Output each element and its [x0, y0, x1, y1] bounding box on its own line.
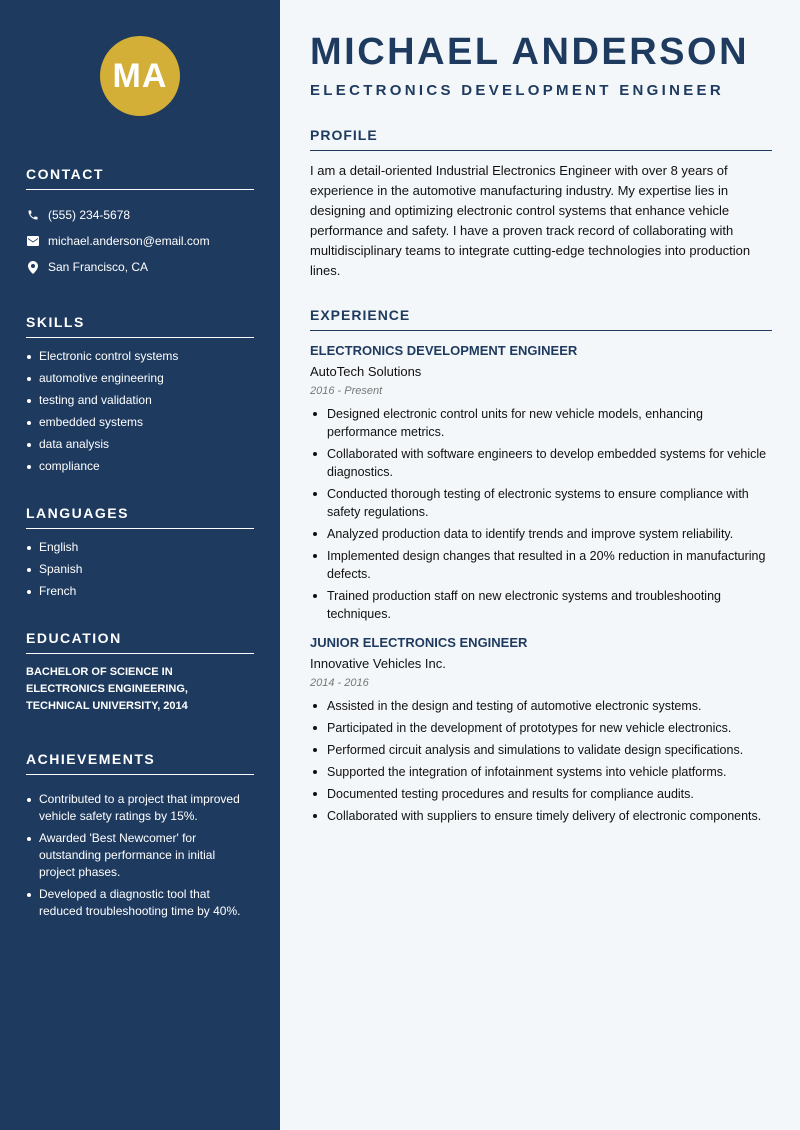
skill-item: data analysis	[26, 436, 254, 453]
job-company: AutoTech Solutions	[310, 364, 422, 379]
skill-item: compliance	[26, 458, 254, 475]
candidate-name: MICHAEL ANDERSON	[310, 31, 750, 73]
location-pin-icon	[26, 260, 40, 274]
contact-list	[26, 202, 254, 280]
profile-heading: PROFILE	[310, 127, 772, 151]
email-icon	[26, 234, 40, 248]
contact-section	[26, 166, 254, 280]
job-bullet: Conducted thorough testing of electronic systems to ensure compliance with safety regulations.	[310, 485, 772, 521]
skill-item: testing and validation	[26, 392, 254, 409]
avatar	[100, 36, 180, 116]
languages-heading: LANGUAGES	[26, 505, 254, 529]
education-text: BACHELOR OF SCIENCE IN ELECTRONICS ENGINEERING, TECHNICAL UNIVERSITY, 2014	[26, 666, 188, 712]
job-entry	[310, 635, 772, 825]
job-title: ELECTRONICS DEVELOPMENT ENGINEER	[310, 343, 578, 358]
skill-item: automotive engineering	[26, 370, 254, 387]
job-bullet: Implemented design changes that resulted in a 20% reduction in manufacturing defects.	[310, 547, 772, 583]
contact-location	[26, 254, 254, 280]
languages-list	[26, 539, 254, 600]
skills-list	[26, 348, 254, 475]
language-item: English	[26, 539, 254, 556]
experience-heading: EXPERIENCE	[310, 307, 772, 331]
job-bullets	[310, 697, 772, 825]
job-dates: 2016 - Present	[310, 385, 383, 397]
education-heading: EDUCATION	[26, 630, 254, 654]
achievement-item: Developed a diagnostic tool that reduced troubleshooting time by 40%.	[26, 886, 254, 920]
job-bullet: Performed circuit analysis and simulations to validate design specifications.	[310, 741, 772, 759]
job-bullets	[310, 405, 772, 623]
skills-heading: SKILLS	[26, 314, 254, 338]
job-entry	[310, 343, 772, 623]
skills-section	[26, 314, 254, 475]
job-title: JUNIOR ELECTRONICS ENGINEER	[310, 635, 528, 650]
location-text: San Francisco, CA	[48, 260, 149, 274]
avatar-initials: MA	[112, 56, 168, 95]
achievements-section	[26, 751, 254, 920]
education-section	[26, 630, 254, 715]
main-content	[310, 30, 772, 829]
email-text[interactable]: michael.anderson@email.com	[48, 234, 210, 248]
job-bullet: Assisted in the design and testing of automotive electronic systems.	[310, 697, 772, 715]
achievements-list	[26, 791, 254, 920]
contact-heading: CONTACT	[26, 166, 254, 190]
job-dates: 2014 - 2016	[310, 677, 369, 689]
skill-item: embedded systems	[26, 414, 254, 431]
achievement-item: Awarded 'Best Newcomer' for outstanding performance in initial project phases.	[26, 830, 254, 881]
skill-item: Electronic control systems	[26, 348, 254, 365]
achievement-item: Contributed to a project that improved vehicle safety ratings by 15%.	[26, 791, 254, 825]
achievements-heading: ACHIEVEMENTS	[26, 751, 254, 775]
job-company: Innovative Vehicles Inc.	[310, 656, 446, 671]
job-bullet: Documented testing procedures and results for compliance audits.	[310, 785, 772, 803]
phone-text[interactable]: (555) 234-5678	[48, 208, 131, 222]
language-item: Spanish	[26, 561, 254, 578]
contact-email	[26, 228, 254, 254]
job-bullet: Participated in the development of prototypes for new vehicle electronics.	[310, 719, 772, 737]
contact-phone	[26, 202, 254, 228]
profile-text: I am a detail-oriented Industrial Electronics Engineer with over 8 years of experience in the automotive manufacturing industry. My expertise lies in designing and optimizing electronic control systems that enhance vehicle performance and safety. I have a proven track record of collaborating with multidisciplinary teams to integrate cutting-edge technologies into production lines.	[310, 163, 751, 278]
job-bullet: Designed electronic control units for new vehicle models, enhancing performance metrics.	[310, 405, 772, 441]
job-bullet: Trained production staff on new electronic systems and troubleshooting techniques.	[310, 587, 772, 623]
language-item: French	[26, 583, 254, 600]
phone-icon	[26, 208, 40, 222]
job-bullet: Collaborated with suppliers to ensure timely delivery of electronic components.	[310, 807, 772, 825]
job-bullet: Collaborated with software engineers to develop embedded systems for vehicle diagnostics.	[310, 445, 772, 481]
languages-section	[26, 505, 254, 600]
job-bullet: Supported the integration of infotainment systems into vehicle platforms.	[310, 763, 772, 781]
sidebar	[0, 0, 280, 1130]
job-bullet: Analyzed production data to identify trends and improve system reliability.	[310, 525, 772, 543]
candidate-role: ELECTRONICS DEVELOPMENT ENGINEER	[310, 82, 724, 99]
